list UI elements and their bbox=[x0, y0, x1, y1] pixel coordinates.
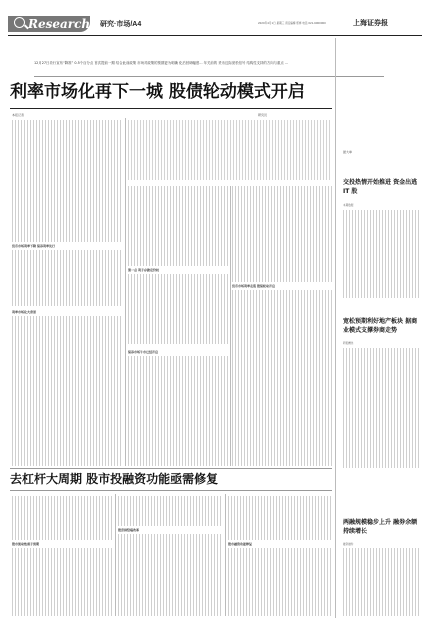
body-col-left-3 bbox=[12, 316, 122, 466]
sidebar-body-text-3 bbox=[343, 548, 421, 616]
lead-quote: 12月27日央行宣布“降准” 0.5个百分点 首次提前一期 结合此前政策 市场对政策的预期更为明确 化后回调幅度... 年关前的 货币边际宽松信号 结构性支持的方向与重点 ... bbox=[34, 61, 289, 65]
lead-divider bbox=[34, 76, 384, 77]
sidebar-box3-tag: 融资融券 bbox=[343, 543, 354, 546]
bottom-col-3 bbox=[228, 496, 332, 540]
sidebar-box3-title: 两融规模稳步上升 融券余额持续增长 bbox=[343, 519, 418, 535]
mid-headline-bottom-rule bbox=[10, 490, 332, 491]
headline-rule bbox=[10, 108, 332, 109]
col-separator-2 bbox=[230, 186, 231, 466]
body-col-left-2 bbox=[12, 250, 122, 306]
mid-headline: 去杠杆大周期 股市投融资功能亟需修复 bbox=[10, 472, 219, 486]
page-number: A4 bbox=[132, 21, 142, 28]
sidebar-box1-title: 交投热情开始推进 资金出逃 IT 股 bbox=[343, 179, 418, 195]
sidebar-body-text-2 bbox=[343, 348, 421, 468]
dateline: 2020年4月1日 星期三 责任编辑 邢烨 电话 021-6000000 bbox=[258, 22, 326, 25]
col-separator-4 bbox=[225, 494, 226, 616]
bottom-col-2b bbox=[118, 534, 222, 616]
sidebar-box2-tag: 研报精选 bbox=[343, 342, 354, 345]
main-headline: 利率市场化再下一城 股债轮动模式开启 bbox=[10, 82, 305, 102]
body-col-center-2 bbox=[128, 274, 228, 344]
magnifier-icon bbox=[14, 17, 25, 28]
sidebar-tag: 最大单 bbox=[343, 150, 353, 154]
body-col-center-1 bbox=[128, 186, 228, 266]
body-col-left-1 bbox=[12, 120, 122, 242]
sidebar-box1-tag: 本期数据 bbox=[343, 204, 354, 207]
body-col-right-1 bbox=[232, 186, 332, 282]
col-head-left1: 货币市场利率下降 债券利率先行 bbox=[12, 244, 56, 248]
bottom-head-2: 股票供给端改革 bbox=[118, 528, 140, 532]
col-head-left2: 利率市场化大背景 bbox=[12, 310, 37, 314]
bottom-col-3b bbox=[228, 548, 332, 616]
mid-headline-top-rule bbox=[10, 468, 332, 469]
col-separator-1 bbox=[125, 118, 126, 466]
sidebar-divider bbox=[335, 38, 336, 618]
sidebar-body-text-1 bbox=[343, 210, 421, 298]
sidebar bbox=[339, 38, 423, 618]
body-col-right-2 bbox=[232, 290, 332, 466]
col-head-right1: 货币市场利率走低 股债轮动开启 bbox=[232, 284, 276, 288]
body-col-center-3 bbox=[128, 356, 228, 466]
bottom-col-1 bbox=[12, 496, 112, 540]
col-head-center2: 债券市场牛市已经开启 bbox=[128, 350, 159, 354]
col-separator-3 bbox=[115, 494, 116, 616]
section-name: 研究·市场 bbox=[100, 21, 131, 28]
bottom-head-3: 股市融资功能修复 bbox=[228, 542, 253, 546]
bottom-col-1b bbox=[12, 548, 112, 616]
byline-left: 本报记者 bbox=[12, 113, 25, 117]
byline-right: 研究员 bbox=[258, 113, 268, 117]
bottom-col-2 bbox=[118, 496, 222, 526]
sidebar-box2-title: 宽松预期利好地产板块 据商业模式支撑券商走势 bbox=[343, 318, 418, 334]
summary-bullets bbox=[128, 120, 330, 180]
masthead-rule bbox=[8, 35, 422, 36]
paper-name: 上海证券报 bbox=[353, 18, 388, 27]
brand-label: Research bbox=[28, 17, 91, 31]
bottom-head-1: 股市流动性弱于预期 bbox=[12, 542, 40, 546]
col-head-center1: 第一点 利于存款定价权 bbox=[128, 268, 160, 272]
